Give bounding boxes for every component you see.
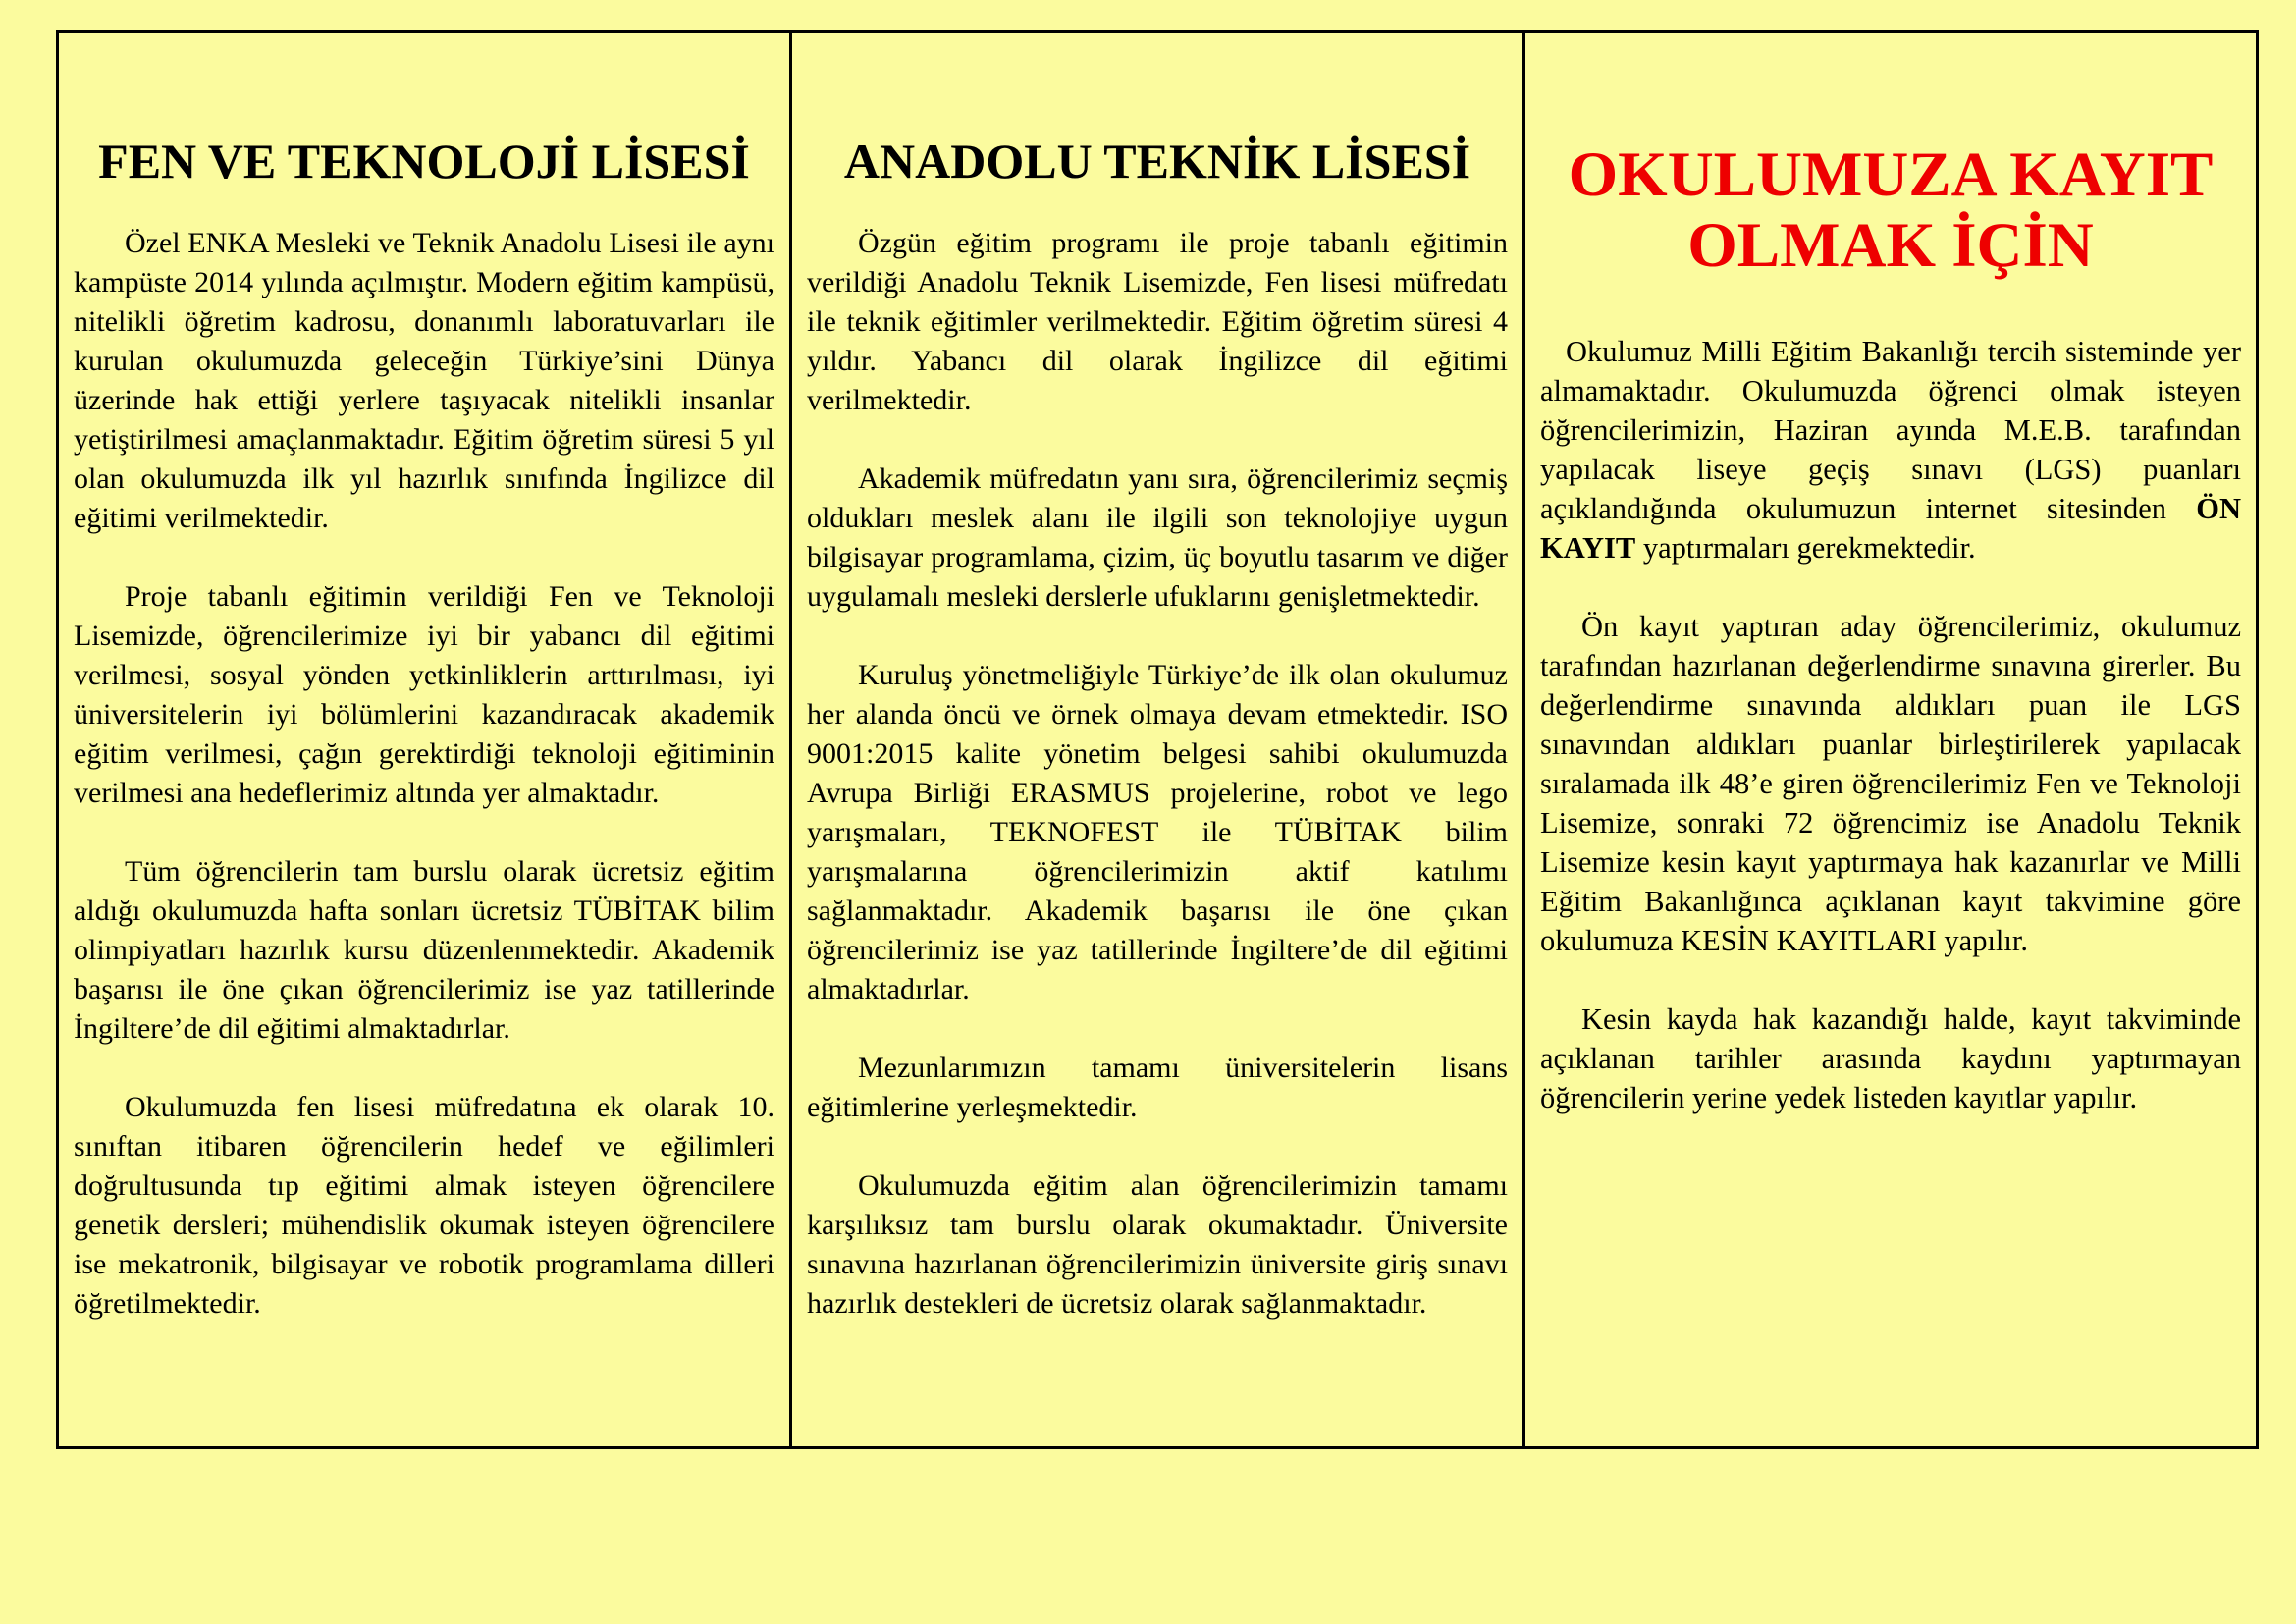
paragraph: Okulumuzda fen lisesi müfredatına ek olarak 10. sınıftan itibaren öğrencilerin hedef ve eğilimleri doğrultusunda tıp eğitimi almak isteyen öğrencilere genetik dersleri; mühendislik okumak isteyen öğrencilere ise mekatronik, bilgisayar ve robotik programlama dilleri öğretilmektedir. xyxy=(74,1091,774,1320)
paragraph: Özgün eğitim programı ile proje tabanlı eğitimin verildiği Anadolu Teknik Lisemizde, Fen lisesi müfredatı ile teknik eğitimler verilmektedir. Eğitim öğretim süresi 4 yıldır. Yabancı dil olarak İngilizce dil eğitimi verilmektedir. xyxy=(807,227,1508,416)
column-anadolu-teknik-lisesi xyxy=(792,33,1525,1446)
paragraph: Akademik müfredatın yanı sıra, öğrencilerimiz seçmiş oldukları meslek alanı ile ilgili son teknolojiye uygun bilgisayar programlama, çizim, üç boyutlu tasarım ve diğer uygulamalı mesleki derslerle ufuklarını genişletmektedir. xyxy=(807,462,1508,613)
column-heading-fen-ve-teknoloji: FEN VE TEKNOLOJİ LİSESİ xyxy=(98,134,750,189)
paragraph: Kuruluş yönetmeliğiyle Türkiye’de ilk olan okulumuz her alanda öncü ve örnek olmaya devam etmektedir. ISO 9001:2015 kalite yönetim belgesi sahibi okulumuzda Avrupa Birliği ERASMUS projelerine, robot ve lego yarışmaları, TEKNOFEST ile TÜBİTAK bilim yarışmalarına öğrencilerimizin aktif katılımı sağlanmaktadır. Akademik başarısı ile öne çıkan öğrencilerimiz ise yaz tatillerinde İngiltere’de dil eğitimi almaktadırlar. xyxy=(807,659,1508,1005)
paragraph: Kesin kayda hak kazandığı halde, kayıt takviminde açıklanan tarihler arasında kaydını yaptırmayan öğrencilerin yerine yedek listeden kayıtlar yapılır. xyxy=(1540,1002,2241,1114)
paragraph: Proje tabanlı eğitimin verildiği Fen ve Teknoloji Lisemizde, öğrencilerimize iyi bir yabancı dil eğitimi verilmesi, sosyal yönden yetkinliklerin arttırılması, iyi üniversitelerin iyi bölümlerini kazandıracak akademik eğitim verilmesi, çağın gerektirdiği teknoloji eğitiminin verilmesi ana hedeflerimiz altında yer almaktadır. xyxy=(74,580,774,809)
column-heading-kayit: OKULUMUZA KAYIT OLMAK İÇİN xyxy=(1568,139,2214,281)
three-column-table xyxy=(56,30,2259,1449)
paragraph xyxy=(1540,332,2241,568)
paragraph: Mezunlarımızın tamamı üniversitelerin lisans eğitimlerine yerleşmektedir. xyxy=(807,1052,1508,1123)
on-kayit-bold-text: ÖN KAYIT xyxy=(1540,492,2241,565)
intro-text-after: yaptırmaları gerekmektedir. xyxy=(1635,531,1976,565)
paragraph: Tüm öğrencilerin tam burslu olarak ücretsiz eğitim aldığı okulumuzda hafta sonları ücretsiz TÜBİTAK bilim olimpiyatları hazırlık kursu düzenlenmektedir. Akademik başarısı ile öne çıkan öğrencilerimiz ise yaz tatillerinde İngiltere’de dil eğitimi almaktadırlar. xyxy=(74,855,774,1045)
paragraph: Ön kayıt yaptıran aday öğrencilerimiz, okulumuz tarafından hazırlanan değerlendirme sınavına girerler. Bu değerlendirme sınavında aldıkları puan ile LGS sınavından aldıkları puanlar birleştirilerek yapılacak sıralamada ilk 48’e giren öğrencilerimiz Fen ve Teknoloji Lisemize, sonraki 72 öğrencimiz ise Anadolu Teknik Lisemize kesin kayıt yaptırmaya hak kazanırlar ve Milli Eğitim Bakanlığınca açıklanan kayıt takvimine göre okulumuza KESİN KAYITLARI yapılır. xyxy=(1540,610,2241,957)
column-okulumuza-kayit xyxy=(1525,33,2256,1446)
column-heading-anadolu-teknik: ANADOLU TEKNİK LİSESİ xyxy=(843,134,1471,189)
intro-text-before: Okulumuz Milli Eğitim Bakanlığı tercih sisteminde yer almamaktadır. Okulumuzda öğrenci olmak isteyen öğrencilerimizin, Haziran ayında M.E.B. tarafından yapılacak liseye geçiş sınavı (LGS) puanları açıklandığında okulumuzun internet sitesinden xyxy=(1540,335,2241,525)
paragraph: Özel ENKA Mesleki ve Teknik Anadolu Lisesi ile aynı kampüste 2014 yılında açılmıştır. Modern eğitim kampüsü, nitelikli öğretim kadrosu, donanımlı laboratuvarları ile kurulan okulumuzda geleceğin Türkiye’sini Dünya üzerinde hak ettiği yerlere taşıyacak nitelikli insanlar yetiştirilmesi amaçlanmaktadır. Eğitim öğretim süresi 5 yıl olan okulumuzda ilk yıl hazırlık sınıfında İngilizce dil eğitimi verilmektedir. xyxy=(74,227,774,534)
paragraph: Okulumuzda eğitim alan öğrencilerimizin tamamı karşılıksız tam burslu olarak okumaktadır. Üniversite sınavına hazırlanan öğrencilerimizin üniversite giriş sınavı hazırlık destekleri de ücretsiz olarak sağlanmaktadır. xyxy=(807,1169,1508,1320)
column-fen-ve-teknoloji-lisesi xyxy=(59,33,792,1446)
